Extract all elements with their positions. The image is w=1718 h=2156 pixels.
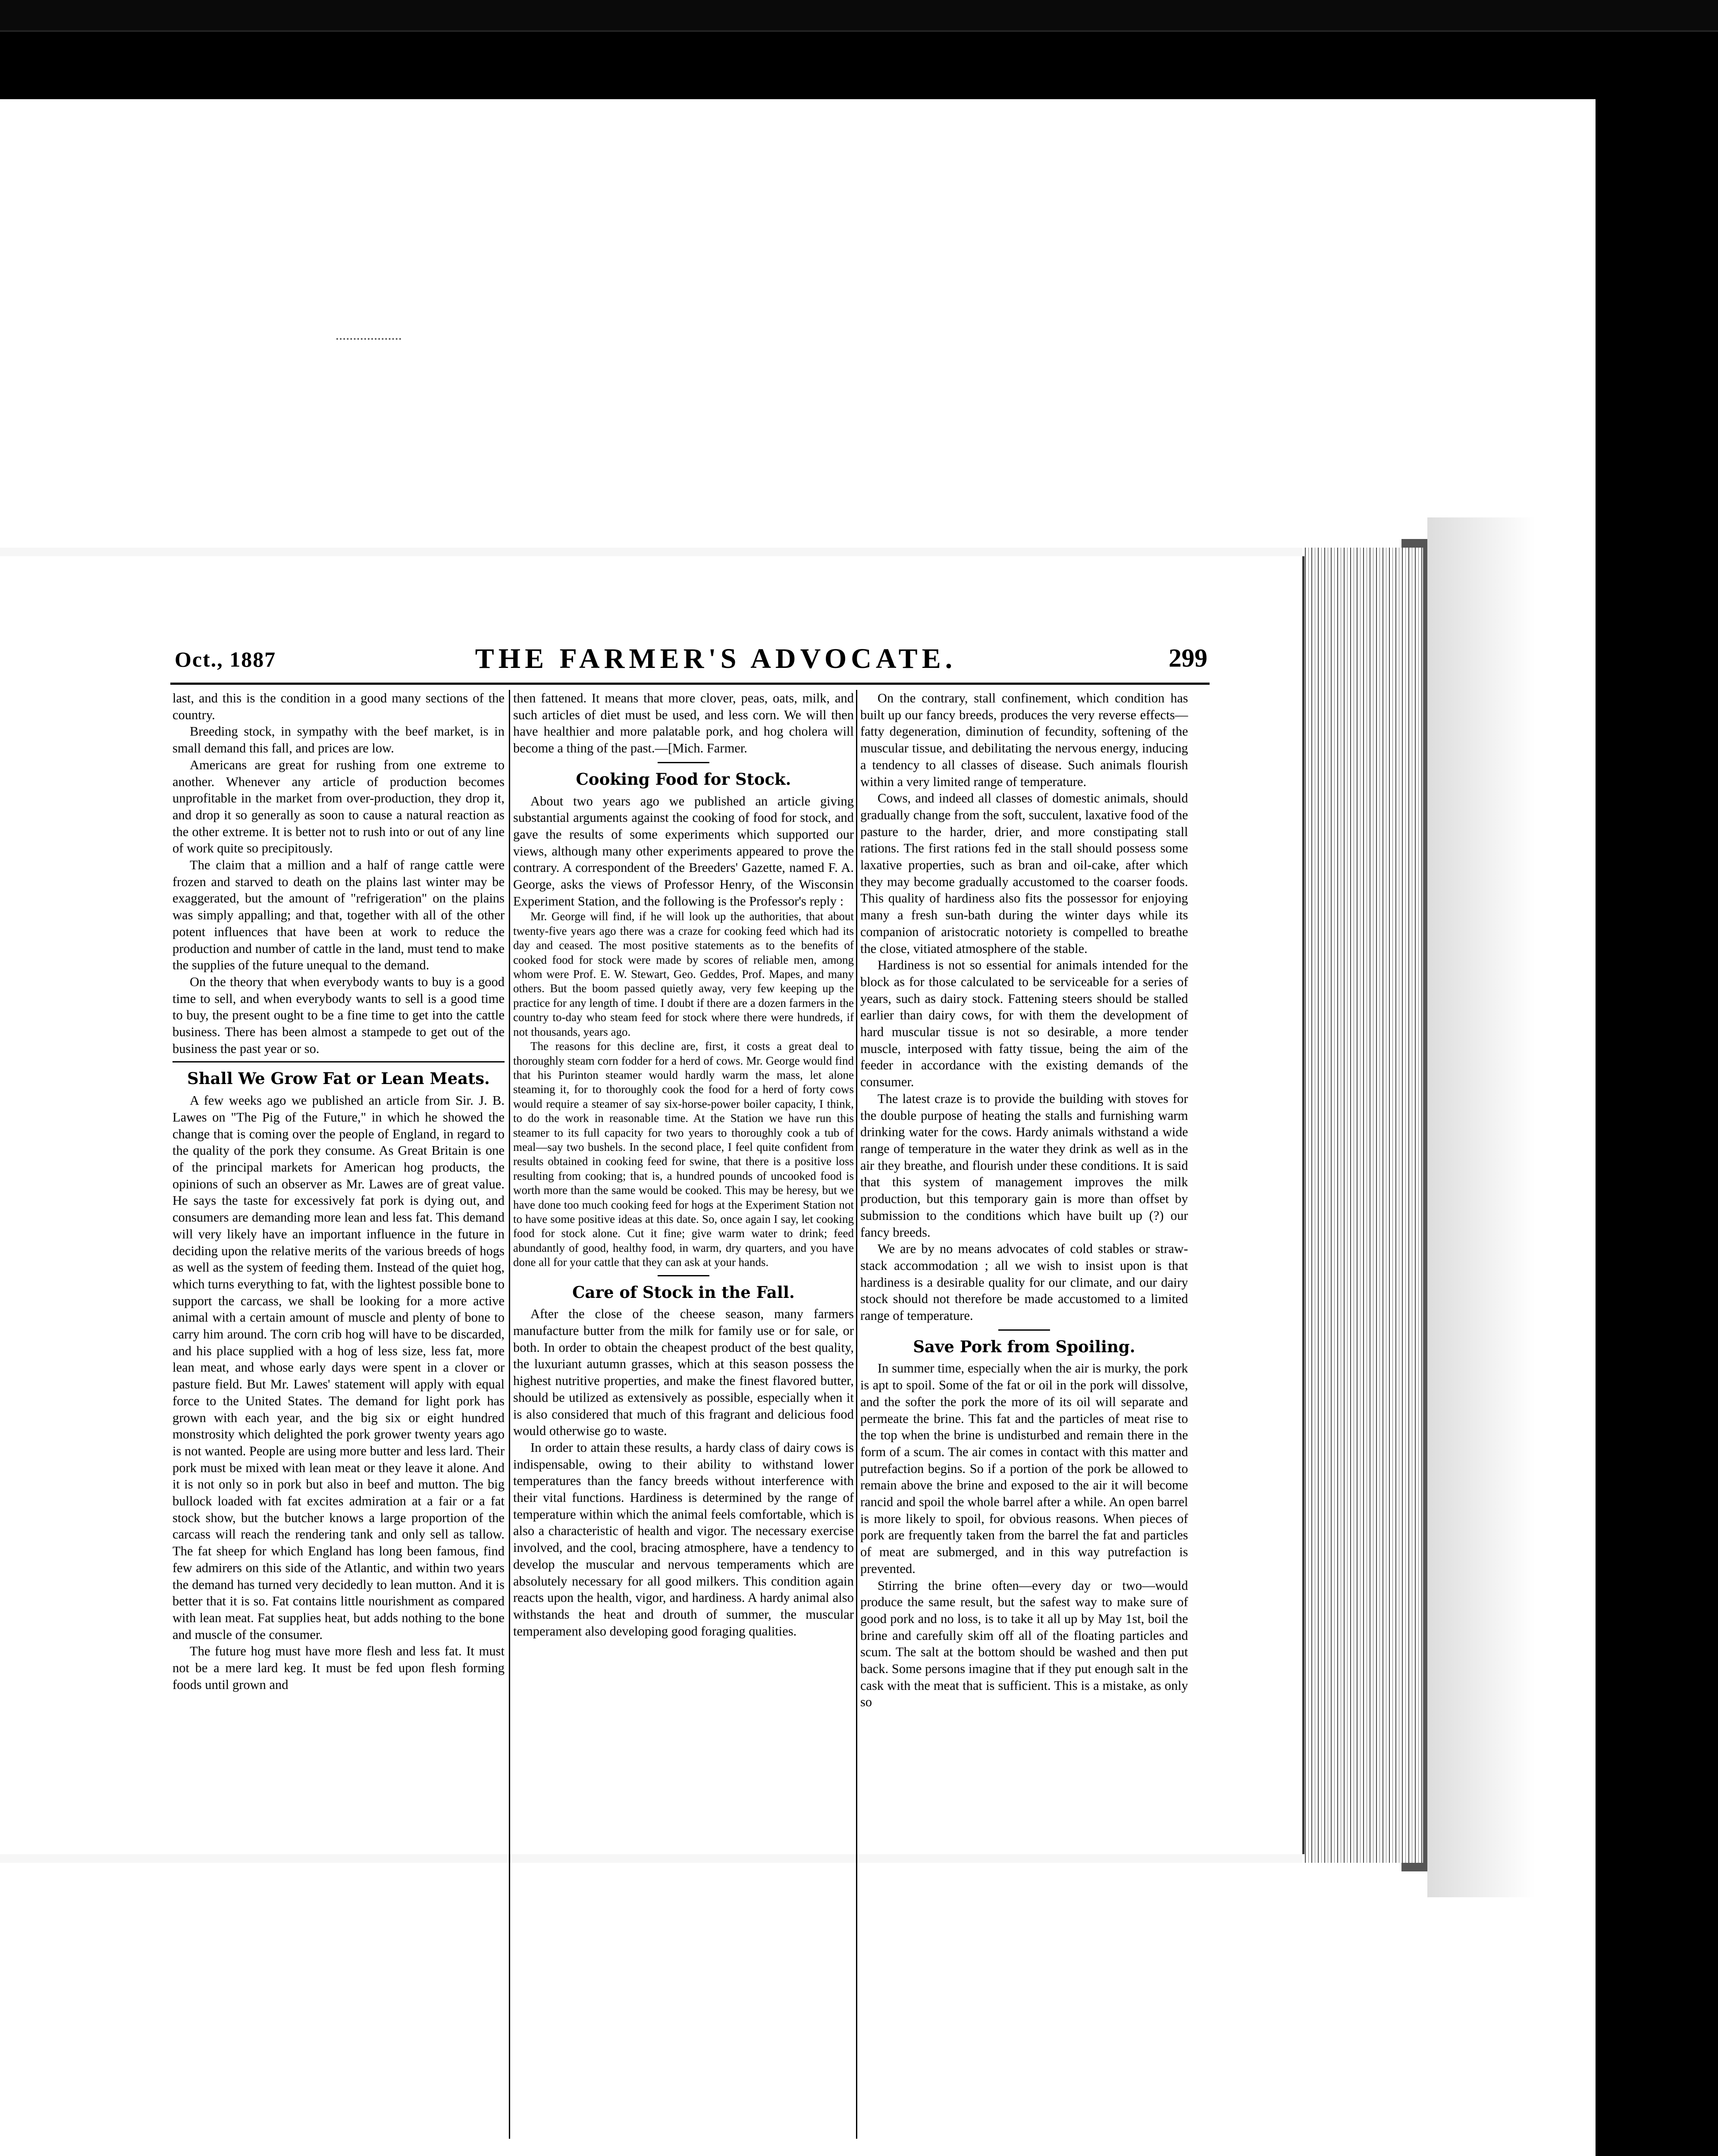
paragraph: The latest craze is to provide the building with stoves for the double purpose of heating the stalls and furnishing warm drinking water for the cows. Hardy animals withstand a wide range of temperature in the water they drink as well as in the air they breathe, and flourish under these conditions. It is said that this system of management improves the milk production, but this temporary gain is more than offset by submission to the conditions which have built up (?) our fancy breeds. — [860, 1091, 1188, 1240]
paragraph: Americans are great for rushing from one extreme to another. Whenever any article of production becomes unprofitable in the market from over-production, they drop it, and drop it so generally as soon to cause a natural reaction as the other extreme. It is better not to rush into or out of any line of work quite so precipitously. — [172, 757, 505, 856]
column-divider — [856, 690, 857, 2139]
paragraph: On the theory that when everybody wants to buy is a good time to sell, and when everybody wants to sell is a good time to buy, the present ought to be a fine time to get into the cattle business. There has been almost a stampede to get out of the business the past year or so. — [172, 974, 505, 1056]
newspaper-title: THE FARMER'S ADVOCATE. — [475, 643, 957, 674]
quoted-paragraph: The reasons for this decline are, first, it costs a great deal to thoroughly steam corn fodder for a herd of cows. Mr. George would find that his Purinton steamer would hardly warm the mass, let alone steaming it, for to thoroughly cook the food for a herd of forty cows would require a steamer of say six-horse-power boiler capacity, I think, to do the work in reasonable time. At the Station we have run this steamer to its full capacity for two years to thoroughly cook a tub of meal—say two bushels. In the second place, I feel quite confident from results obtained in cooking feed for swine, that there is a positive loss resulting from cooking; that is, a hundred pounds of uncooked food is worth more than the same would be cooked. This may be heresy, but we have done too much cooking feed for hogs at the Experiment Station not to have some positive ideas at this date. So, once again I say, let cooking food for stock alone. Cut it fine; give warm water to drink; feed abundantly of good, healthy food, in warm, dry quarters, and you have done all for your cattle that they can ask at your hands. — [513, 1040, 854, 1269]
issue-date: Oct., 1887 — [175, 647, 276, 671]
paragraph: then fattened. It means that more clover, peas, oats, milk, and such articles of diet must be used, and less corn. We will then have healthier and more palatable pork, and hog cholera will become a thing of the past.—[Mich. Farmer. — [513, 691, 854, 756]
paragraph: The claim that a million and a half of range cattle were frozen and starved to death on the plains last winter may be exaggerated, but the amount of "refrigeration" on the plains was simply appalling; and that, together with all of the other potent influences that have been at work to reduce the production and number of cattle in the land, must tend to make the supplies of the future unequal to the demand. — [172, 858, 505, 973]
section-rule — [658, 762, 709, 763]
column-3 — [860, 690, 1188, 2147]
section-rule — [172, 1061, 505, 1062]
paragraph: After the close of the cheese season, many farmers manufacture butter from the milk for family use or for sale, or both. In order to obtain the cheapest product of the best quality, the luxuriant autumn grasses, which at this season possess the highest nutritive properties, and make the finest flavored butter, should be utilized as extensively as possible, especially when it is also considered that much of this fragrant and delicious food would otherwise go to waste. — [513, 1307, 854, 1438]
pencil-mark — [336, 331, 401, 340]
column-divider — [509, 690, 510, 2139]
paragraph: Cows, and indeed all classes of domestic animals, should gradually change from the soft, succulent, laxative food of the pasture to the harder, drier, and more constipating stall rations. The first rations fed in the stall should possess some laxative properties, such as bran and oil-cake, after which they may become gradually accustomed to the coarser foods. This quality of hardiness also fits the possessor for enjoying many a fresh sun-bath during the winter days while its companion of aristocratic notoriety is compelled to breathe the close, vitiated atmosphere of the stable. — [860, 791, 1188, 956]
paragraph: Hardiness is not so essential for animals intended for the block as for those calculated to be serviceable for a series of years, such as dairy stock. Fattening steers should be stalled earlier than dairy cows, for with them the development of hard muscular tissue is not so desirable, a more tender muscle, interposed with fatty tissue, being the aim of the feeder in accordance with the existing demands of the consumer. — [860, 958, 1188, 1090]
paragraph: Breeding stock, in sympathy with the beef market, is in small demand this fall, and prices are low. — [172, 724, 505, 756]
paragraph: last, and this is the condition in a good many sections of the country. — [172, 691, 505, 722]
paragraph: The future hog must have more flesh and less fat. It must not be a mere lard keg. It must be fed upon flesh forming foods until grown and — [172, 1644, 505, 1692]
article-heading: Cooking Food for Stock. — [576, 769, 791, 789]
paragraph: In summer time, especially when the air is murky, the pork is apt to spoil. Some of the fat or oil in the pork will dissolve, and the softer the pork the more of its oil will separate and permeate the brine. This fat and the particles of meat rise to the top when the brine is undisturbed and remain there in the form of a scum. The air comes in contact with this matter and putrefaction begins. So if a portion of the pork be allowed to remain above the brine and exposed to the air it will become rancid and spoil the whole barrel after a while. An open barrel is more likely to spoil, for obvious reasons. When pieces of pork are frequently taken from the barrel the fat and particles of meat are submerged, and in this way putrefaction is prevented. — [860, 1361, 1188, 1576]
paragraph: In order to attain these results, a hardy class of dairy cows is indispensable, owing to their ability to withstand lower temperatures than the fancy breeds without interference with their vital functions. Hardiness is determined by the range of temperature within which the animal feels comfortable, which is also a characteristic of health and vigor. The necessary exercise involved, and the cool, bracing atmosphere, have a tendency to develop the muscular and nervous temperaments which are absolutely necessary for all good milkers. This condition again reacts upon the health, vigor, and hardiness. A hardy animal also withstands the heat and drouth of summer, the muscular temperament also developing good foraging qualities. — [513, 1440, 854, 1639]
paragraph: We are by no means advocates of cold stables or straw-stack accommodation ; all we wish to insist upon is that hardiness is a desirable quality for our climate, and our dairy stock should not therefore be made accustomed to a limited range of temperature. — [860, 1241, 1188, 1323]
column-2 — [513, 690, 854, 2147]
section-rule — [998, 1329, 1050, 1331]
page-edges — [1302, 548, 1423, 1863]
article-heading: Care of Stock in the Fall. — [572, 1282, 795, 1302]
article-heading: Shall We Grow Fat or Lean Meats. — [187, 1069, 490, 1088]
section-rule — [658, 1275, 709, 1276]
paragraph: About two years ago we published an article giving substantial arguments against the cooking of food for stock, and gave the results of some experiments which supported our views, although many other experiments appeared to prove the contrary. A correspondent of the Breeders' Gazette, named F. A. George, asks the views of Professor Henry, of the Wisconsin Experiment Station, and the following is the Professor's reply : — [513, 793, 854, 909]
paragraph: Stirring the brine often—every day or two—would produce the same result, but the safest way to make sure of good pork and no loss, is to take it all up by May 1st, boil the brine and carefully skim off all of the floating particles and scum. The salt at the bottom should be washed and then put back. Some persons imagine that if they put enough salt in the cask with the meat that is sufficient. This is a mistake, as only so — [860, 1578, 1188, 1710]
column-1 — [172, 690, 505, 2147]
spine-shadow — [1427, 517, 1535, 1897]
masthead-rule — [170, 683, 1210, 685]
quoted-paragraph: Mr. George will find, if he will look up the authorities, that about twenty-five years ago there was a craze for cooking feed which had its day and ceased. The most positive statements as to the benefits of cooked food for stock were made by scores of reliable men, among whom were Prof. E. W. Stewart, Geo. Geddes, Prof. Mapes, and many others. But the boom passed quietly away, very few keeping up the practice for any length of time. I doubt if there are a dozen farmers in the country to-day who steam feed for stock where there were hundreds, if not thousands, years ago. — [513, 910, 854, 1038]
paragraph: A few weeks ago we published an article from Sir. J. B. Lawes on "The Pig of the Future," in which he showed the change that is coming over the people of England, in regard to the quality of the pork they consume. As Great Britain is one of the principal markets for American hog products, the opinions of such an observer as Mr. Lawes are of great value. He says the taste for excessively fat pork is dying out, and consumers are demanding more lean and less fat. This demand will very likely have an important influence in the future in deciding upon the relative merits of the various breeds of hogs as well as the system of feeding them. Instead of the quiet hog, which turns everything to fat, with the lightest possible bone to support the carcass, we shall be looking for a more active animal with a certain amount of muscle and plenty of bone to carry him around. The corn crib hog will have to be discarded, and his place supplied with a hog of less size, less fat, more lean meat, and whose early days were spent in a clover or pasture field. But Mr. Lawes' statement will apply with equal force to the United States. The demand for light pork has grown with each year, and the big six or eight hundred monstrosity which delighted the pork grower twenty years ago is not wanted. People are using more butter and less lard. Their pork must be mixed with lean meat or they leave it alone. And it is not only so in pork but also in beef and mutton. The big bullock loaded with fat excites admiration at a fair or a fat stock show, but the butcher knows a large proportion of the carcass will reach the rendering tank and only sell as tallow. The fat sheep for which England has long been famous, find few admirers on this side of the Atlantic, and within two years the demand has turned very decidedly to lean mutton. And it is better that it is so. Fat contains little nourishment as compared with lean meat. Fat supplies heat, but adds nothing to the bone and muscle of the consumer. — [172, 1093, 505, 1642]
paragraph: On the contrary, stall confinement, which condition has built up our fancy breeds, produces the very reverse effects—fatty degeneration, diminution of fecundity, softening of the muscular tissue, and debilitating the nervous energy, inducing a tendency to all classes of disease. Such animals flourish within a very limited range of temperature. — [860, 691, 1188, 789]
article-heading: Save Pork from Spoiling. — [913, 1337, 1135, 1356]
page-number: 299 — [1169, 644, 1207, 672]
scanner-top-strip — [0, 0, 1718, 32]
masthead — [164, 642, 1216, 673]
